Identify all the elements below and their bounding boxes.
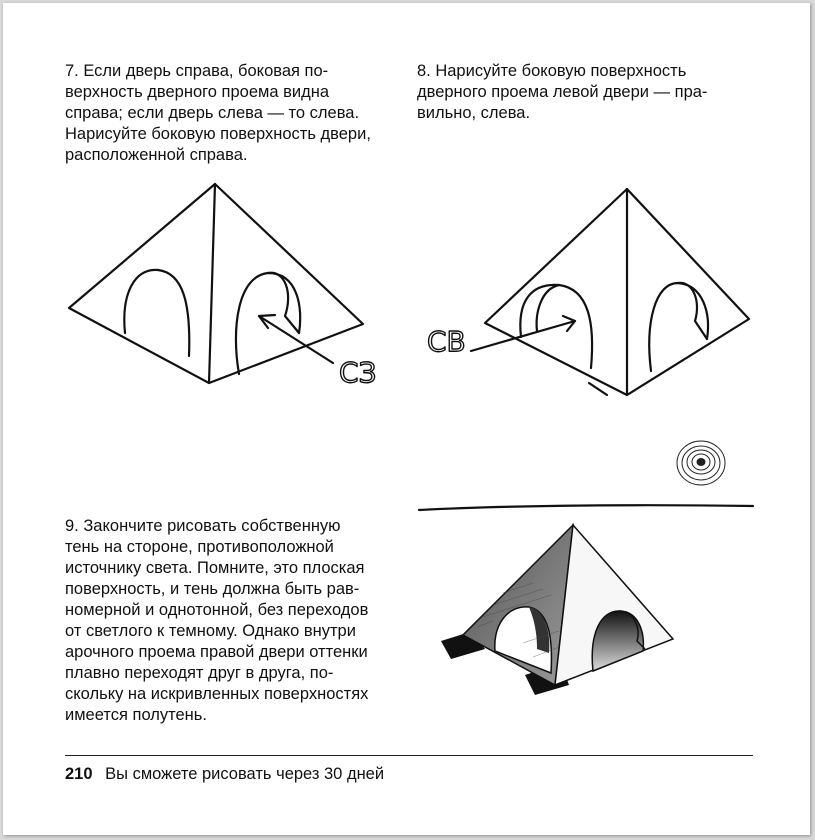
text-line: дверного проема левой двери — пра- bbox=[417, 83, 708, 101]
footer-divider bbox=[65, 755, 753, 756]
book-page bbox=[3, 3, 810, 835]
text-line: тень на стороне, противоположной bbox=[65, 538, 334, 556]
text-line: поверхность, и тень должна быть рав- bbox=[65, 580, 360, 598]
pyramid-sketch-step-7 bbox=[63, 178, 403, 398]
text-line: арочного проема правой двери оттенки bbox=[65, 643, 368, 661]
book-title: Вы сможете рисовать через 30 дней bbox=[105, 765, 385, 783]
horizon-line bbox=[417, 498, 755, 514]
text-line: номерной и однотонной, без переходов bbox=[65, 601, 369, 619]
text-line: справа; если дверь слева — то слева. bbox=[65, 104, 360, 122]
pyramid-sketch-step-8 bbox=[413, 183, 758, 403]
text-line: Нарисуйте боковую поверхность двери, bbox=[65, 125, 371, 143]
text-line: вильно, слева. bbox=[417, 104, 531, 122]
page-footer bbox=[65, 765, 384, 784]
step-8-text bbox=[417, 61, 707, 124]
sun-sketch bbox=[673, 435, 729, 491]
step-7-text bbox=[65, 61, 371, 166]
direction-label-ne: СВ bbox=[427, 325, 466, 358]
text-line: расположенной справа. bbox=[65, 146, 248, 164]
text-line: 7. Если дверь справа, боковая по- bbox=[65, 62, 329, 80]
text-line: имеется полутень. bbox=[65, 706, 207, 724]
text-line: верхность дверного проема видна bbox=[65, 83, 330, 101]
text-line: плавно переходят друг в друга, по- bbox=[65, 664, 334, 682]
page-number: 210 bbox=[65, 765, 93, 783]
text-line: источнику света. Помните, это плоская bbox=[65, 559, 365, 577]
shaded-pyramid-drawing bbox=[433, 523, 678, 703]
text-line: от светлого к темному. Однако внутри bbox=[65, 622, 356, 640]
step-9-text bbox=[65, 516, 368, 726]
direction-label-nw: СЗ bbox=[339, 356, 377, 389]
text-line: 9. Закончите рисовать собственную bbox=[65, 517, 341, 535]
text-line: скольку на искривленных поверхностях bbox=[65, 685, 369, 703]
text-line: 8. Нарисуйте боковую поверхность bbox=[417, 62, 687, 80]
